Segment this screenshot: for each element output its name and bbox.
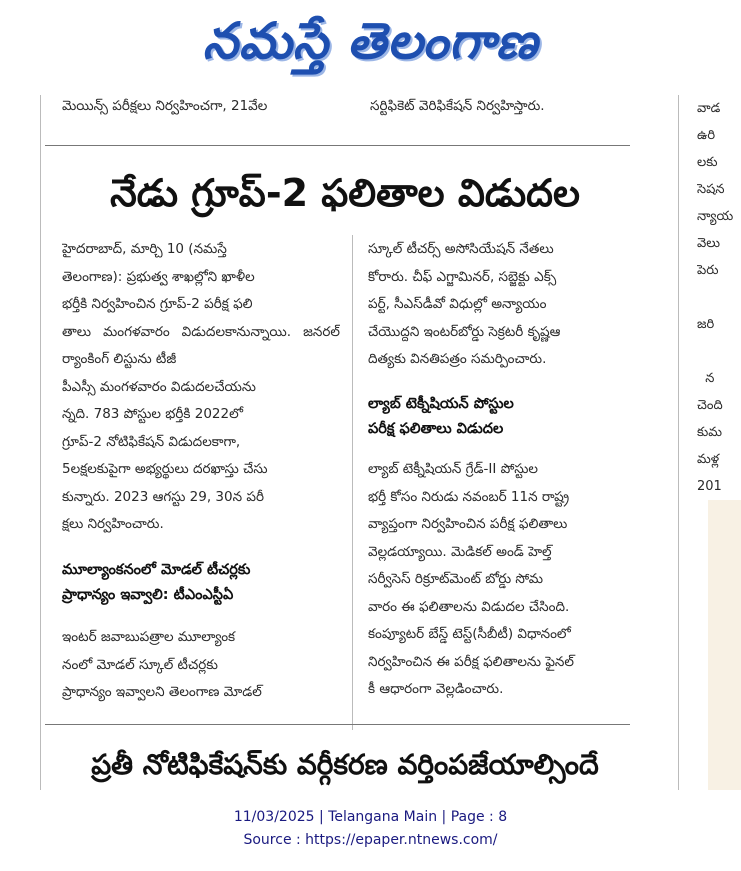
headline-rule-top xyxy=(45,145,630,146)
footer-date-page: 11/03/2025 | Telangana Main | Page : 8 xyxy=(233,809,508,825)
bottom-headline-rule xyxy=(45,724,630,725)
right-column-paragraph-1 xyxy=(368,236,640,376)
bottom-headline: ప్రతీ నోటిఫికేషన్‌కు వర్గీకరణ వర్తింపజేయాల్సిందే xyxy=(91,748,599,781)
right-column-paragraph-2 xyxy=(368,456,640,716)
column-divider-middle xyxy=(352,235,353,730)
paragraph-text: హైదరాబాద్, మార్చి 10 (నమస్తే తెలంగాణ): ప్రభుత్వ శాఖల్లోని ఖాళీల భర్తీకి నిర్వహించిన గ్రూప్-2 పరీక్ష ఫలి తాలు మంగళవారం విడుదలకానున్నాయి. జనరల్ ర్యాంకింగ్ లిస్టును టీజీ పీఎస్సీ మంగళవారం విడుదలచేయను న్నది. 783 పోస్టుల భర్తీకి 2022లో గ్రూప్-2 నోటిఫికేషన్ విడుదలకాగా, 5లక్షలకుపైగా అభ్యర్థులు దరఖాస్తు చేసు కున్నారు. 2023 ఆగస్టు 29, 30న పరీ క్షలు నిర్వహించారు. xyxy=(62,241,340,532)
paragraph-text: ల్యాబ్ టెక్నీషియన్ గ్రేడ్-II పోస్టుల భర్తీ కోసం నిరుడు నవంబర్ 11న రాష్ట్ర వ్యాప్తంగా నిర్వహించిన పరీక్ష ఫలితాలు వెల్లడయ్యాయి. మెడికల్ అండ్ హెల్త్ సర్వీసెస్ రిక్రూట్‌మెంట్ బోర్డు సోమ వారం ఈ ఫలితాలను విడుదల చేసింది. కంప్యూటర్ బేస్డ్ టెస్ట్(సీబీటీ) విధానంలో నిర్వహించిన ఈ పరీక్ష ఫలితాలను ఫైనల్ కీ ఆధారంగా వెల్లడించారు. xyxy=(368,461,574,697)
right-column-subhead: ల్యాబ్ టెక్నీషియన్ పోస్టుల పరీక్ష ఫలితాలు విడుదల xyxy=(368,396,514,437)
article-headline: నేడు గ్రూప్-2 ఫలితాల విడుదల xyxy=(110,171,580,215)
paragraph-text: ఇంటర్ జవాబుపత్రాల మూల్యాంక నంలో మోడల్ స్కూల్ టీచర్లకు ప్రాధాన్యం ఇవ్వాలని తెలంగాణ మోడల్ xyxy=(62,629,262,700)
column-divider-left xyxy=(40,95,41,790)
left-column-paragraph-1 xyxy=(62,236,340,548)
top-line-right: సర్టిఫికెట్ వెరిఫికేషన్ నిర్వహిస్తారు. xyxy=(370,98,545,114)
paragraph-text: స్కూల్ టీచర్స్ అసోసియేషన్ నేతలు కోరారు. చీఫ్ ఎగ్జామినర్, సబ్జెక్టు ఎక్స్ పర్ట్, సీఎస్‌డీవో విధుల్లో అన్యాయం చేయొద్దని ఇంటర్‌బోర్డు సెక్రటరీ కృష్ణఆ దిత్యకు వినతిపత్రం సమర్పించారు. xyxy=(368,241,561,367)
column-divider-right xyxy=(678,95,679,790)
right-edge-column-fragments: వాడ ఉరి లకు సెషన న్యాయ వెలు పెరు జరి న చెంది కుమ మళ్ల 201 xyxy=(697,101,734,494)
newspaper-logo: నమస్తే తెలంగాణ xyxy=(202,12,539,70)
left-column-paragraph-2 xyxy=(62,624,340,712)
top-line-left: మెయిన్స్ పరీక్షలు నిర్వహించగా, 21వేల xyxy=(62,98,268,114)
footer-source-link[interactable]: Source : https://epaper.ntnews.com/ xyxy=(243,832,498,848)
left-column-subhead: మూల్యాంకనంలో మోడల్ టీచర్లకు ప్రాధాన్యం ఇవ్వాలి: టీఎంఎస్టీఏ xyxy=(62,562,251,603)
masthead xyxy=(0,0,741,95)
page-footer xyxy=(0,806,741,852)
